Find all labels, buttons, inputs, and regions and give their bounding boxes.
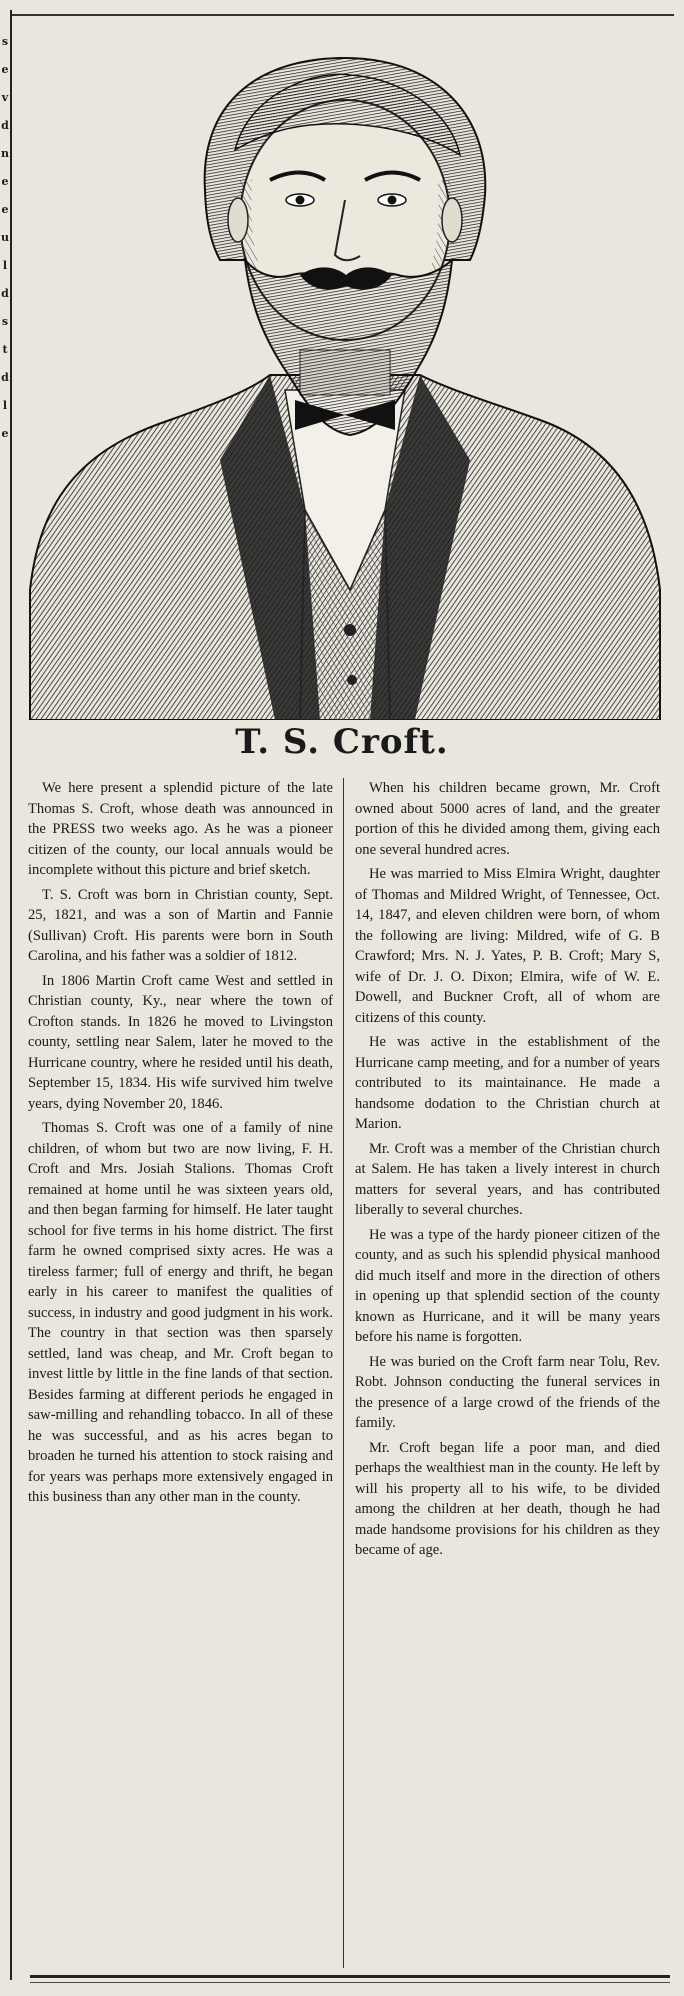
margin-letter: d (1, 119, 9, 132)
article-paragraph: T. S. Croft was born in Christian county, Sept. 25, 1821, and was a son of Martin and Fannie (Sullivan) Croft. His parents were born in South Carolina, and his father was a soldier of 1812. (28, 886, 333, 964)
top-rule (10, 14, 674, 16)
margin-letter: e (1, 175, 9, 188)
column-rule-left (10, 10, 12, 1980)
column-divider (343, 778, 344, 1968)
article-paragraph: Mr. Croft was a member of the Christian church at Salem. He has taken a lively interest in church matters for several years, and has contributed liberally to several churches. (355, 1140, 660, 1218)
margin-letter: e (1, 63, 9, 76)
bottom-rule (30, 1975, 670, 1978)
margin-letter: l (2, 399, 8, 412)
article-title: T. S. Croft. (235, 722, 449, 762)
margin-letter: l (2, 259, 8, 272)
article-paragraph: He was a type of the hardy pioneer citizen of the county, and as such his splendid physical manhood did much itself and more in the direction of others in opening up that splendid section of the county known as Hurricane, and it will be many years before his name is forgotten. (355, 1226, 660, 1345)
margin-letter: u (1, 231, 9, 244)
margin-letter: d (1, 287, 9, 300)
margin-letter: n (1, 147, 9, 160)
margin-letter: v (1, 91, 9, 104)
article-paragraph: When his children became grown, Mr. Croft owned about 5000 acres of land, and the greater portion of this he divided among them, giving each one several hundred acres. (355, 780, 660, 858)
bottom-rule-thin (30, 1982, 670, 1983)
margin-letter-fragments (0, 28, 10, 448)
article-paragraph: He was buried on the Croft farm near Tolu, Rev. Robt. Johnson conducting the funeral services in the presence of a large crowd of the friends of the family. (355, 1353, 660, 1431)
margin-letter: e (1, 427, 9, 440)
margin-letter: t (2, 343, 8, 356)
article-paragraph: Thomas S. Croft was one of a family of nine children, of whom but two are now living, F. H. Croft and Mrs. Josiah Stalions. Thomas Croft remained at home until he was sixteen years old, and then began farming for himself. He later taught school for five terms in his home district. The first farm he owned comprised sixty acres. He was a tireless farmer; full of energy and thrift, he began early in his career to manifest the qualities of success, in industry and good judgment in his work. The country in that section was then sparsely settled, land was cheap, and Mr. Croft began to invest little by little in the fine lands of that section. Besides farming at different periods he engaged in saw-milling and rehandling tobacco. In all of these he was successful, and as his acres began to broaden he turned his attention to stock raising and for years was perhaps more extensively engaged in this business than any other man in the county. (28, 1120, 333, 1505)
article-paragraph: In 1806 Martin Croft came West and settled in Christian county, Ky., near where the town of Crofton stands. In 1826 he moved to Livingston county, settling near Salem, later he moved to the Hurricane country, where he resided until his death, September 15, 1834. His wife survived him twelve years, dying November 20, 1846. (28, 972, 333, 1112)
article-paragraph: Mr. Croft began life a poor man, and died perhaps the wealthiest man in the county. He left by will his property all to his wife, to be divided among the children at her death, though he had made handsome provisions for his children as they became of age. (355, 1439, 660, 1558)
article-paragraph: We here present a splendid picture of the late Thomas S. Croft, whose death was announced in the PRESS two weeks ago. As he was a pioneer citizen of the county, our local annuals would be incomplete without this picture and brief sketch. (28, 780, 333, 878)
article-paragraph: He was active in the establishment of the Hurricane camp meeting, and for a number of years contributed to its maintainance. He made a handsome dodation to the Christian church at Marion. (355, 1034, 660, 1132)
margin-letter: s (1, 35, 9, 48)
portrait-engraving (20, 30, 670, 720)
article-column-left (28, 778, 333, 1512)
margin-letter: s (1, 315, 9, 328)
margin-letter: d (1, 371, 9, 384)
article-column-right (355, 778, 660, 1565)
margin-letter: e (1, 203, 9, 216)
article-paragraph: He was married to Miss Elmira Wright, daughter of Thomas and Mildred Wright, of Tennessee, Oct. 14, 1847, and eleven children were born, of whom the following are living: Mildred, wife of G. B Crawford; Mrs. N. J. Yates, P. B. Croft; Mary S, wife of Dr. J. O. Dixon; Elmira, wife of W. E. Dowell, and Buckner Croft, all of whom are citizens of this county. (355, 866, 660, 1026)
